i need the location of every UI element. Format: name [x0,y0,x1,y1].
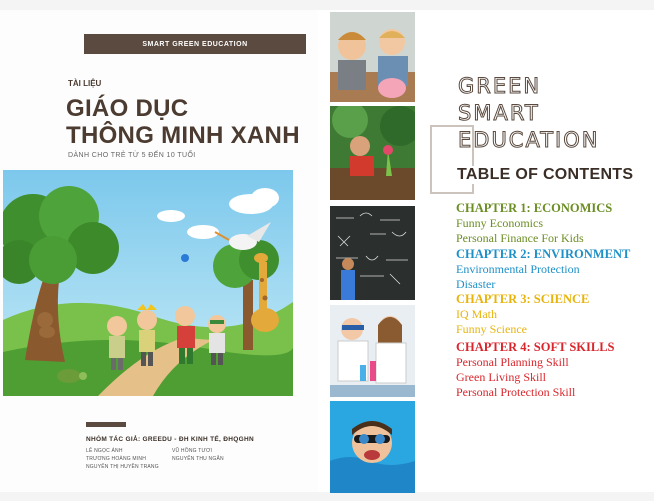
cover-subtitle: DÀNH CHO TRẺ TỪ 5 ĐẾN 10 TUỔI [68,152,196,159]
chapter-1-title[interactable]: CHAPTER 1: ECONOMICS [456,201,613,215]
cover-title [66,95,300,149]
cover-title-line2: THÔNG MINH XANH [66,122,300,149]
bluebird [181,254,189,262]
brand-smart: SMART [458,101,540,125]
author-4: VŨ HỒNG TƯƠI [172,448,213,454]
brand-education: EDUCATION [458,128,600,152]
chapter-3-item-1[interactable]: IQ Math [456,307,497,321]
chapter-2-title[interactable]: CHAPTER 2: ENVIRONMENT [456,247,631,261]
authors-heading: NHÓM TÁC GIẢ: GREEDU - ĐH KINH TẾ, ĐHQGHN [86,436,254,443]
chapter-2-item-2[interactable]: Disaster [456,277,496,291]
chapter-2-item-1[interactable]: Environmental Protection [456,262,580,276]
chapter-4-title[interactable]: CHAPTER 4: SOFT SKILLS [456,340,615,354]
chapter-1-item-2[interactable]: Personal Finance For Kids [456,231,584,245]
divider-bar [86,422,126,427]
cover-title-line1: GIÁO DỤC [66,95,189,122]
photo-swimming-boy [330,401,415,493]
photo-science-kids [330,305,415,397]
chapter-4-item-2[interactable]: Green Living Skill [456,370,546,384]
photo-kids-piggy-bank [330,12,415,102]
chapter-3-title[interactable]: CHAPTER 3: SCIENCE [456,292,590,306]
author-5: NGUYỄN THU NGÂN [172,456,224,462]
cover-banner-text: SMART GREEN EDUCATION [142,40,248,48]
cover-kicker: TÀI LIỆU [68,79,102,88]
cover-illustration [3,170,293,396]
chapter-3-item-2[interactable]: Funny Science [456,322,527,336]
author-3: NGUYỄN THỊ HUYỀN TRANG [86,464,159,470]
author-1: LÊ NGỌC ÁNH [86,448,123,454]
author-2: TRƯƠNG HOÀNG MINH [86,456,147,462]
chapter-1-item-1[interactable]: Funny Economics [456,216,543,230]
chapter-4-item-1[interactable]: Personal Planning Skill [456,355,569,369]
brand-green: GREEN [458,74,542,98]
chapter-4-item-3[interactable]: Personal Protection Skill [456,385,576,399]
photo-chalkboard-math [330,206,415,300]
toc-heading: TABLE OF CONTENTS [457,166,634,183]
photo-boy-planting [330,106,415,200]
cover-banner [84,34,306,54]
